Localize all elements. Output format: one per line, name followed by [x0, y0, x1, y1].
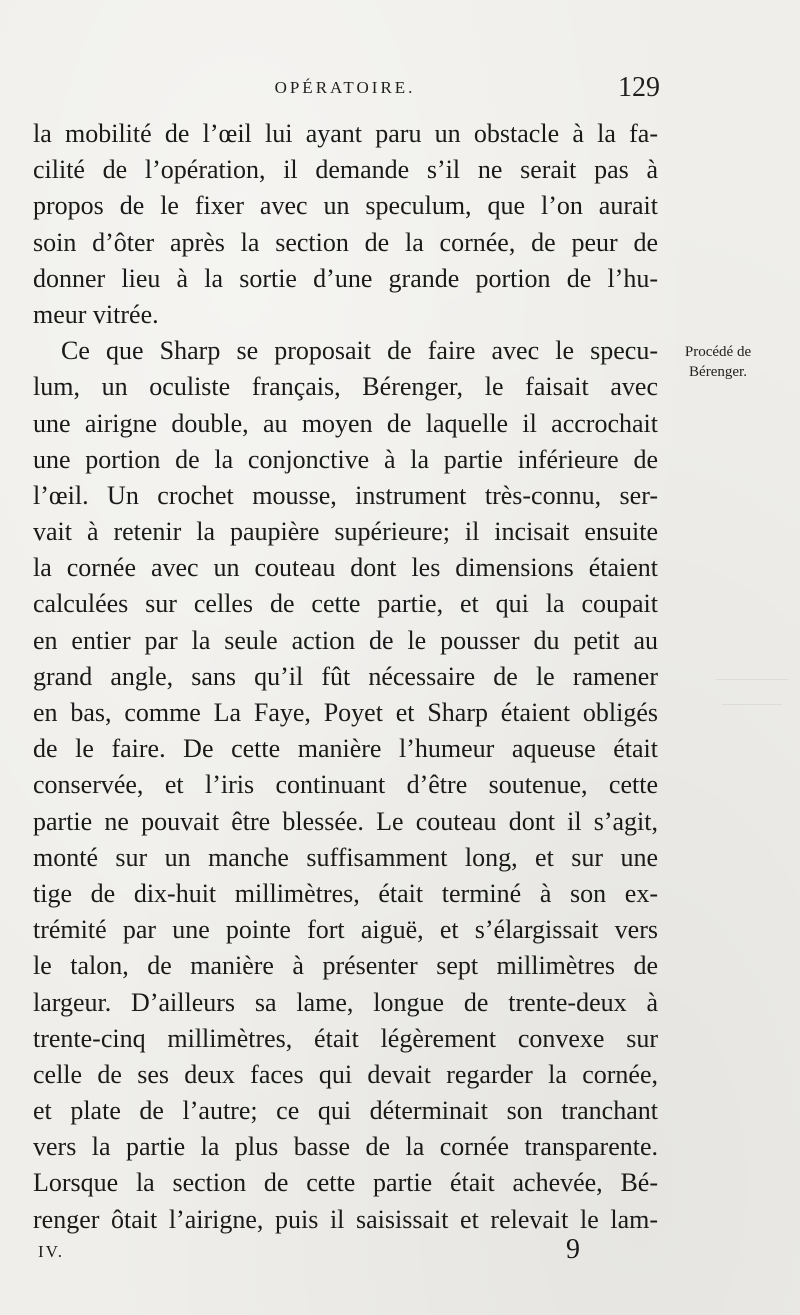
page-footer — [38, 1234, 658, 1268]
text-line: grand angle, sans qu’il fût nécessaire de le ramener — [33, 661, 658, 691]
text-line: donner lieu à la sortie d’une grande portion de l’hu- — [33, 263, 658, 293]
text-line: une airigne double, au moyen de laquelle il accrochait — [33, 408, 658, 438]
body-text — [33, 116, 658, 1238]
text-line: propos de le fixer avec un speculum, que l’on aurait — [33, 191, 658, 221]
text-line: calculées sur celles de cette partie, et qui la coupait — [33, 589, 658, 619]
text-line: la cornée avec un couteau dont les dimensions étaient — [33, 553, 658, 583]
text-line: en entier par la seule action de le pousser du petit au — [33, 625, 658, 655]
marginal-note — [662, 342, 774, 382]
text-line: la mobilité de l’œil lui ayant paru un obstacle à la fa- — [33, 119, 658, 148]
text-line: l’œil. Un crochet mousse, instrument très-connu, ser- — [33, 480, 658, 510]
page-header — [30, 72, 660, 106]
text-line: renger ôtait l’airigne, puis il saisissait et relevait le lam- — [33, 1204, 658, 1234]
text-line: et plate de l’autre; ce qui déterminait son tranchant — [33, 1096, 658, 1126]
text-line: partie ne pouvait être blessée. Le couteau dont il s’agit, — [33, 806, 658, 836]
running-head: OPÉRATOIRE. — [274, 78, 416, 97]
text-line: Ce que Sharp se proposait de faire avec le specu- — [61, 336, 658, 366]
text-line: meur vitrée. — [33, 299, 159, 329]
signature-mark: IV. — [38, 1242, 64, 1261]
text-line: soin d’ôter après la section de la cornée, de peur de — [33, 227, 658, 257]
text-line: Lorsque la section de cette partie était achevée, Bé- — [33, 1168, 658, 1198]
text-line: monté sur un manche suffisamment long, et sur une — [33, 842, 658, 872]
text-line: trente-cinq millimètres, était légèrement convexe sur — [33, 1023, 658, 1053]
text-line: celle de ses deux faces qui devait regarder la cornée, — [33, 1059, 658, 1089]
text-line: en bas, comme La Faye, Poyet et Sharp étaient obligés — [33, 698, 658, 727]
text-line: le talon, de manière à présenter sept millimètres de — [33, 951, 658, 981]
text-line: conservée, et l’iris continuant d’être soutenue, cette — [33, 770, 658, 800]
marginal-note-line: Bérenger. — [689, 364, 747, 380]
text-line: vers la partie la plus basse de la cornée transparente. — [33, 1132, 658, 1162]
signature-number: 9 — [566, 1234, 580, 1265]
page-number: 129 — [618, 72, 660, 103]
text-line: vait à retenir la paupière supérieure; il incisait ensuite — [33, 517, 658, 547]
text-line: tige de dix-huit millimètres, était terminé à son ex- — [33, 878, 658, 908]
text-line: largeur. D’ailleurs sa lame, longue de trente-deux à — [33, 987, 658, 1017]
text-line: lum, un oculiste français, Bérenger, le faisait avec — [33, 372, 658, 402]
text-line: cilité de l’opération, il demande s’il ne serait pas à — [33, 155, 658, 185]
text-line: une portion de la conjonctive à la partie inférieure de — [33, 444, 658, 474]
text-line: trémité par une pointe fort aiguë, et s’élargissait vers — [33, 915, 658, 945]
bleed-through-texture — [712, 655, 792, 715]
marginal-note-line: Procédé de — [684, 344, 752, 360]
text-line: de le faire. De cette manière l’humeur aqueuse était — [33, 734, 658, 764]
